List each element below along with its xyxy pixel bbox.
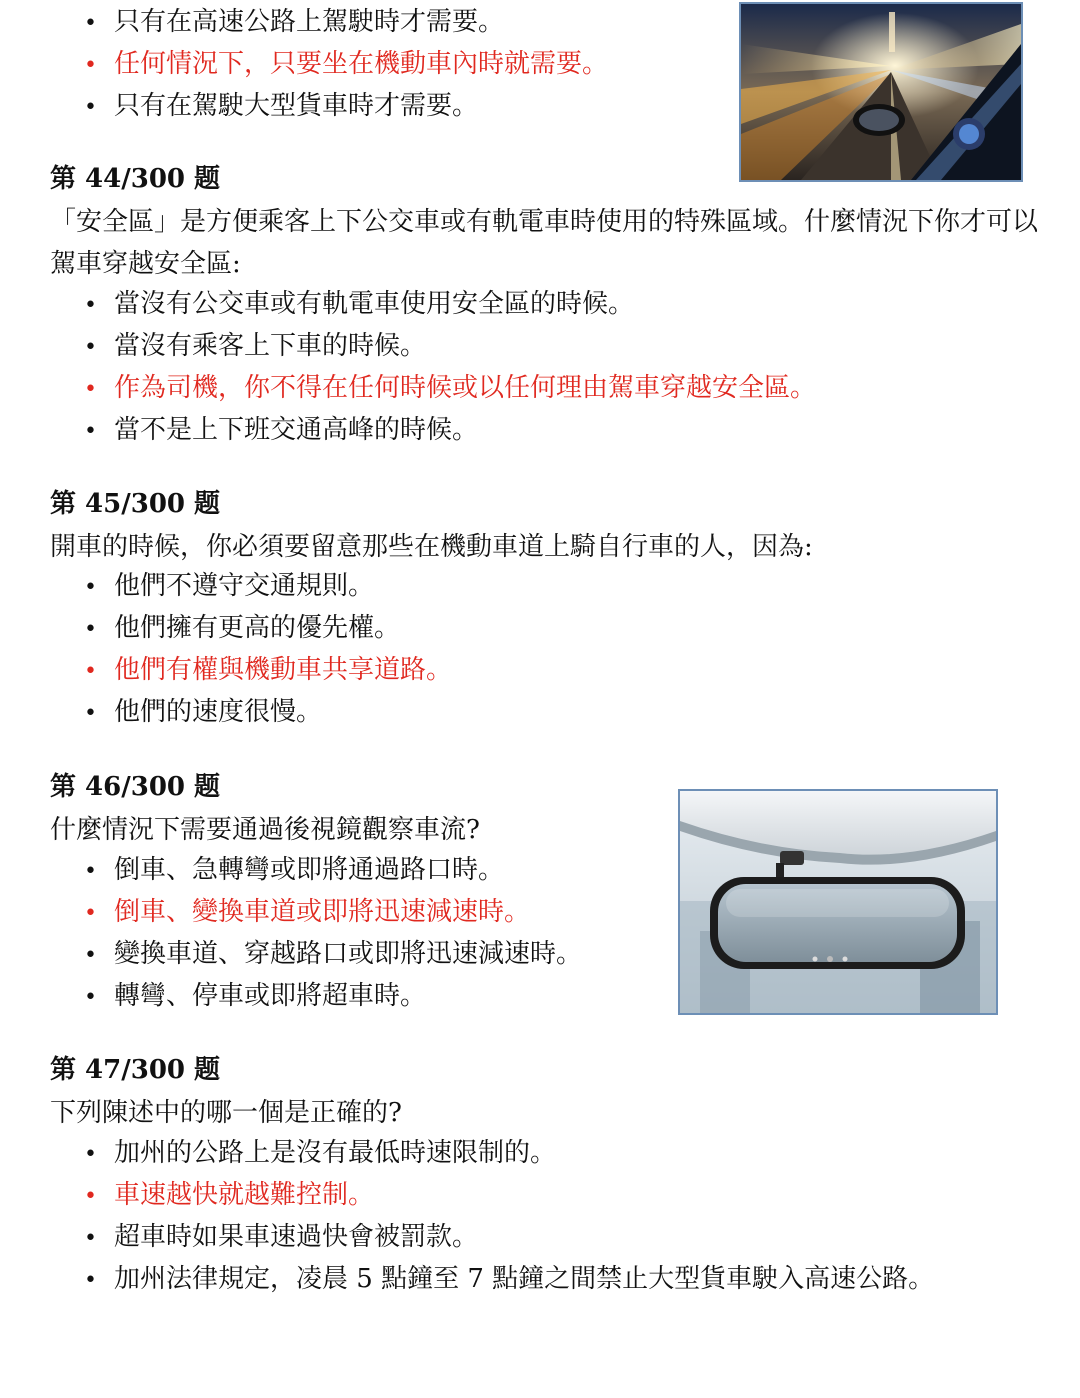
- bullet: •: [84, 95, 97, 120]
- q44-option-3-correct: • 作為司機，你不得在任何時候或以任何理由駕車穿越安全區。: [84, 372, 816, 406]
- q44-option-2: • 當沒有乘客上下車的時候。: [84, 330, 426, 364]
- bullet: •: [84, 11, 97, 36]
- q44-title: 第 44/300 题: [50, 164, 221, 194]
- bullet: •: [84, 53, 97, 78]
- bullet: •: [84, 419, 97, 444]
- q47-title: 第 47/300 题: [50, 1055, 221, 1085]
- q45-option-2: • 他們擁有更高的優先權。: [84, 612, 400, 646]
- bullet: •: [84, 659, 97, 684]
- q44-option-1: • 當沒有公交車或有軌電車使用安全區的時候。: [84, 288, 634, 322]
- bullet: •: [84, 701, 97, 726]
- bullet: •: [84, 943, 97, 968]
- q45-option-1: • 他們不遵守交通規則。: [84, 570, 374, 604]
- bullet: •: [84, 1226, 97, 1251]
- q45-title: 第 45/300 题: [50, 489, 221, 519]
- bullet: •: [84, 901, 97, 926]
- rearview-mirror-illustration: [680, 791, 996, 1013]
- rearview-mirror-photo: [678, 789, 998, 1015]
- q47-question: 下列陳述中的哪一個是正確的?: [50, 1098, 402, 1128]
- q45-option-4: • 他們的速度很慢。: [84, 696, 322, 730]
- bullet: •: [84, 377, 97, 402]
- q43-option-3: • 只有在駕駛大型貨車時才需要。: [84, 90, 478, 124]
- q47-option-3: • 超車時如果車速過快會被罰款。: [84, 1221, 478, 1255]
- bullet: •: [84, 859, 97, 884]
- q45-option-3-correct: • 他們有權與機動車共享道路。: [84, 654, 452, 688]
- q46-option-2-correct: • 倒車、變換車道或即將迅速減速時。: [84, 896, 530, 930]
- bullet: •: [84, 575, 97, 600]
- q47-option-1: • 加州的公路上是沒有最低時速限制的。: [84, 1137, 556, 1171]
- night-driving-illustration: [741, 4, 1021, 180]
- bullet: •: [84, 1142, 97, 1167]
- q46-title: 第 46/300 题: [50, 772, 221, 802]
- bullet: •: [84, 617, 97, 642]
- q46-option-3: • 變換車道、穿越路口或即將迅速減速時。: [84, 938, 582, 972]
- q43-option-1: • 只有在高速公路上駕駛時才需要。: [84, 6, 504, 40]
- q43-option-2-correct: • 任何情況下，只要坐在機動車內時就需要。: [84, 48, 608, 82]
- q47-option-2-correct: • 車速越快就越難控制。: [84, 1179, 374, 1213]
- bullet: •: [84, 293, 97, 318]
- bullet: •: [84, 1268, 97, 1293]
- q44-question: 「安全區」是方便乘客上下公交車或有軌電車時使用的特殊區域。什麼情況下你才可以駕車穿越安全區:: [50, 207, 1039, 279]
- q46-option-4: • 轉彎、停車或即將超車時。: [84, 980, 426, 1014]
- q45-question: 開車的時候，你必須要留意那些在機動車道上騎自行車的人，因為:: [50, 532, 813, 562]
- bullet: •: [84, 335, 97, 360]
- q44-option-4: • 當不是上下班交通高峰的時候。: [84, 414, 478, 448]
- bullet: •: [84, 1184, 97, 1209]
- q46-question: 什麼情況下需要通過後視鏡觀察車流?: [50, 815, 480, 845]
- q47-option-4: • 加州法律規定，凌晨 5 點鐘至 7 點鐘之間禁止大型貨車駛入高速公路。: [84, 1263, 934, 1297]
- night-driving-photo: [739, 2, 1023, 182]
- q46-option-1: • 倒車、急轉彎或即將通過路口時。: [84, 854, 504, 888]
- bullet: •: [84, 985, 97, 1010]
